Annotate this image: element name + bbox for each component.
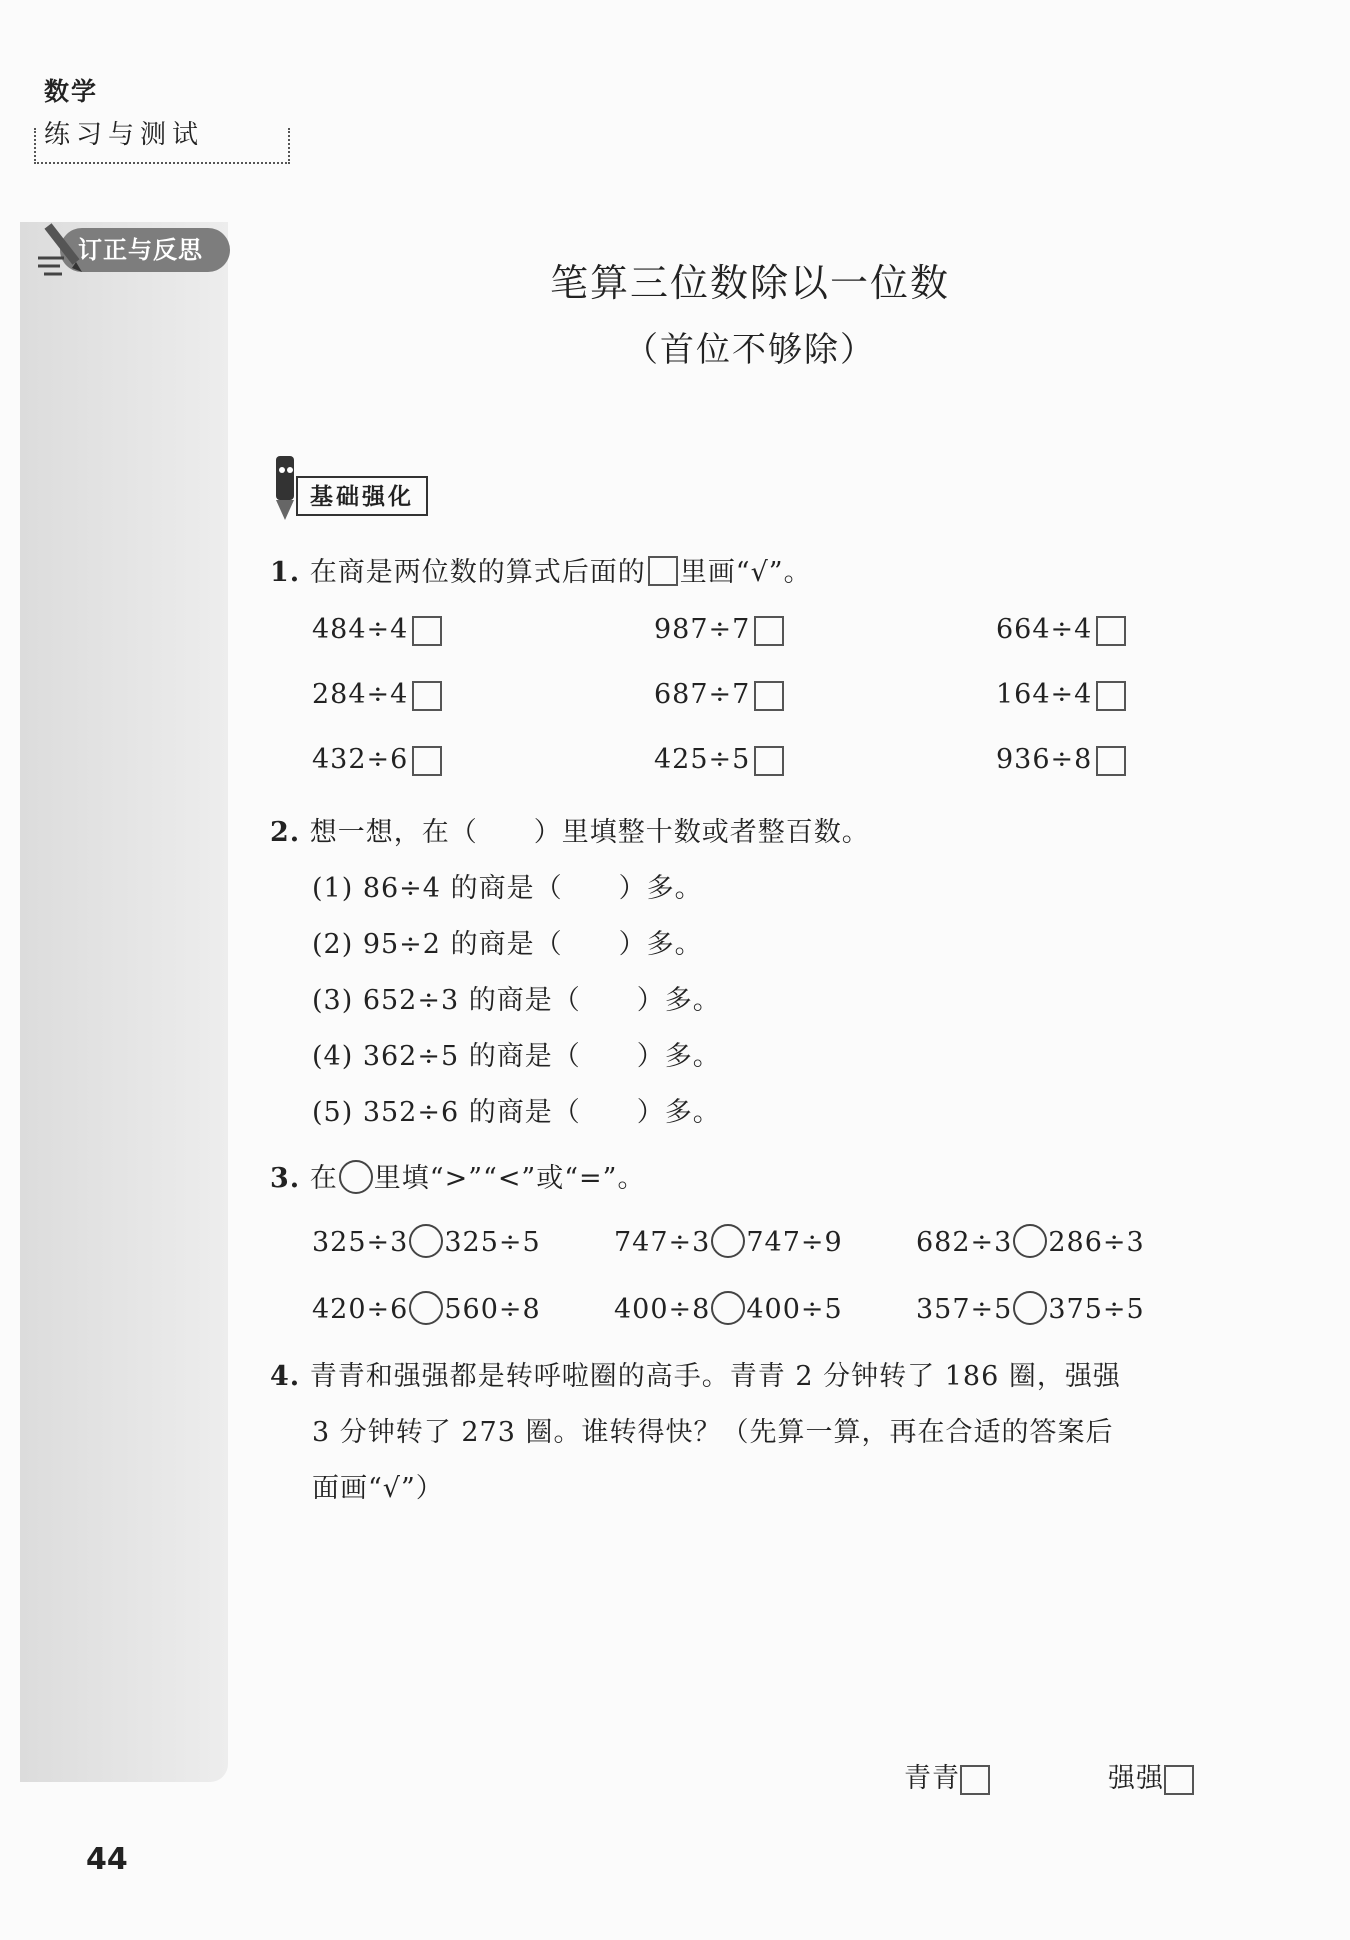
q2-item-prefix: (2) 95÷2 的商是（ (312, 929, 563, 960)
compare-circle[interactable] (409, 1291, 443, 1325)
answer-box[interactable] (412, 616, 442, 646)
q1-item (312, 614, 442, 646)
q3-item (312, 1224, 541, 1258)
q3-left: 357÷5 (916, 1294, 1013, 1325)
compare-circle[interactable] (711, 1224, 745, 1258)
q3-right: 286÷3 (1048, 1227, 1145, 1258)
q1-expression: 284÷4 (312, 679, 409, 710)
q2-item-prefix: (4) 362÷5 的商是（ (312, 1041, 581, 1072)
answer-box[interactable] (412, 681, 442, 711)
correction-sidebar (20, 222, 228, 1782)
q3-right: 747÷9 (746, 1227, 843, 1258)
q4-line-2: 3 分钟转了 273 圈。谁转得快？（先算一算，再在合适的答案后 (312, 1417, 1114, 1448)
section-label: 基础强化 (296, 476, 428, 516)
answer-box[interactable] (754, 616, 784, 646)
answer-box[interactable] (1096, 616, 1126, 646)
q1-expression: 987÷7 (654, 614, 751, 645)
q1-expression: 664÷4 (996, 614, 1093, 645)
q1-item (996, 744, 1126, 776)
q3-left: 747÷3 (614, 1227, 711, 1258)
q2-item-suffix: ）多。 (618, 873, 703, 904)
q3-text-after: 里填“>”“<”或“=”。 (373, 1163, 646, 1194)
q1-prompt-box (648, 556, 678, 586)
subject-label: 数学 (44, 77, 99, 106)
q2-number: 2. (270, 817, 301, 848)
q3-item (916, 1291, 1145, 1325)
q3-right: 400÷5 (746, 1294, 843, 1325)
answer-label: 青青 (904, 1763, 960, 1794)
answer-option-qiangqiang (1108, 1756, 1194, 1795)
q4-text: 青青和强强都是转呼啦圈的高手。青青 2 分钟转了 186 圈，强强 (309, 1361, 1121, 1392)
compare-circle[interactable] (1013, 1224, 1047, 1258)
q1-item (312, 744, 442, 776)
q3-prompt (270, 1156, 645, 1195)
q2-item-prefix: (3) 652÷3 的商是（ (312, 985, 581, 1016)
q3-right: 375÷5 (1048, 1294, 1145, 1325)
q1-expression: 484÷4 (312, 614, 409, 645)
compare-circle[interactable] (1013, 1291, 1047, 1325)
book-title: 练习与测试 (44, 120, 205, 150)
q2-item (312, 1034, 721, 1073)
q4-number: 4. (270, 1361, 301, 1392)
answer-box[interactable] (1164, 1765, 1194, 1795)
q2-item (312, 978, 721, 1017)
answer-option-qingqing (904, 1756, 990, 1795)
q3-left: 682÷3 (916, 1227, 1013, 1258)
q3-text-before: 在 (309, 1163, 338, 1194)
sidebar-tab: 订正与反思 (60, 228, 230, 272)
q1-item (996, 614, 1126, 646)
q2-item-suffix: ）多。 (618, 929, 703, 960)
q2-item-suffix: ）多。 (636, 1041, 721, 1072)
q1-expression: 164÷4 (996, 679, 1093, 710)
q2-item (312, 922, 703, 961)
q3-number: 3. (270, 1163, 301, 1194)
q2-item (312, 866, 703, 905)
q2-item (312, 1090, 721, 1129)
q2-item-prefix: (5) 352÷6 的商是（ (312, 1097, 581, 1128)
page-number: 44 (86, 1842, 128, 1877)
q2-text-after: ）里填整十数或者整百数。 (533, 817, 870, 848)
q3-item (614, 1224, 843, 1258)
q3-right: 560÷8 (444, 1294, 541, 1325)
q4-line-1 (270, 1354, 1121, 1393)
answer-box[interactable] (1096, 746, 1126, 776)
q1-expression: 936÷8 (996, 744, 1093, 775)
q1-item (996, 679, 1126, 711)
pencil-icon (30, 218, 90, 288)
q1-prompt (270, 550, 812, 589)
q2-text-before: 想一想，在（ (309, 817, 478, 848)
q1-item (654, 744, 784, 776)
q2-prompt (270, 810, 870, 849)
q1-item (312, 679, 442, 711)
answer-box[interactable] (754, 746, 784, 776)
compare-circle[interactable] (711, 1291, 745, 1325)
q1-item (654, 614, 784, 646)
q3-left: 325÷3 (312, 1227, 409, 1258)
q1-expression: 687÷7 (654, 679, 751, 710)
q1-text-after: 里画“√”。 (679, 557, 812, 588)
q1-item (654, 679, 784, 711)
compare-circle[interactable] (409, 1224, 443, 1258)
q2-item-prefix: (1) 86÷4 的商是（ (312, 873, 563, 904)
q1-text-before: 在商是两位数的算式后面的 (309, 557, 646, 588)
answer-box[interactable] (1096, 681, 1126, 711)
q3-item (312, 1291, 541, 1325)
q2-item-suffix: ）多。 (636, 985, 721, 1016)
q3-item (916, 1224, 1145, 1258)
q2-item-suffix: ）多。 (636, 1097, 721, 1128)
q1-expression: 425÷5 (654, 744, 751, 775)
answer-box[interactable] (960, 1765, 990, 1795)
answer-box[interactable] (412, 746, 442, 776)
q3-item (614, 1291, 843, 1325)
q1-expression: 432÷6 (312, 744, 409, 775)
answer-label: 强强 (1108, 1763, 1164, 1794)
q4-line-3: 面画“√”） (312, 1473, 444, 1504)
page-subtitle: （首位不够除） (624, 330, 876, 370)
q3-right: 325÷5 (444, 1227, 541, 1258)
q3-left: 400÷8 (614, 1294, 711, 1325)
header-dotted-frame (34, 128, 290, 164)
page-title: 笔算三位数除以一位数 (549, 261, 950, 305)
answer-box[interactable] (754, 681, 784, 711)
q3-left: 420÷6 (312, 1294, 409, 1325)
q1-number: 1. (270, 557, 301, 588)
q3-prompt-circle (339, 1160, 373, 1194)
